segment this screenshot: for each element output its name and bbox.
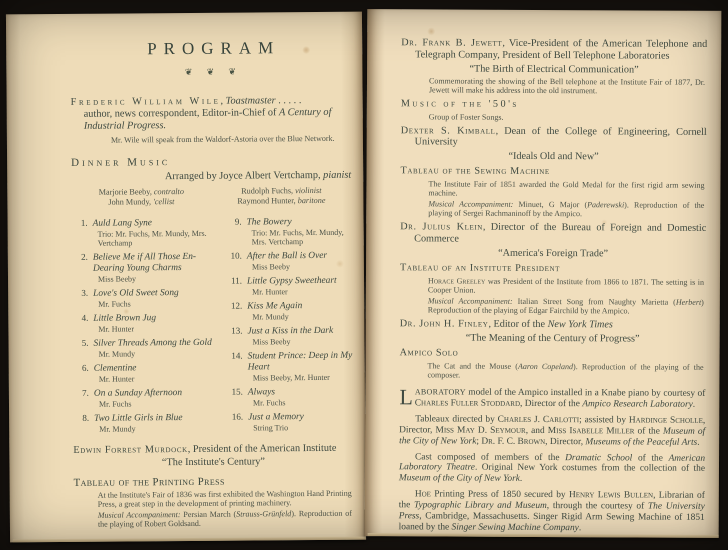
song-item (227, 411, 353, 433)
song-performers: Mr. Hunter (98, 374, 135, 384)
section-address-title: “America's Foreign Trade” (498, 247, 609, 260)
song-performers: Trio: Mr. Fuchs, Mr. Mundy, Mrs. Vertchamp (97, 228, 207, 248)
program-section (400, 222, 706, 260)
song-performers: Trio: Mr. Fuchs, Mr. Mundy, Mrs. Vertchamp (251, 227, 344, 247)
song-number: 13. (231, 325, 243, 336)
program-section (399, 347, 705, 381)
section-note: Horace Greeley was President of the Institute from 1866 to 1871. The setting is in Cooper Union. (427, 276, 704, 295)
song-number: 8. (82, 412, 90, 423)
song-title: Believe Me if All Those En-Dearing Young Charms (92, 252, 197, 274)
song-number: 16. (231, 411, 244, 422)
song-title: Clementine (93, 363, 137, 374)
song-item (226, 275, 352, 297)
toastmaster-entry (71, 95, 351, 146)
song-title: After the Ball is Over (246, 251, 328, 262)
song-title: The Bowery (246, 217, 292, 228)
song-title: Little Gypsy Sweetheart (246, 276, 337, 287)
song-item (73, 362, 225, 384)
toastmaster-note: Mr. Wile will speak from the Waldorf-Astoria over the Blue Network. (110, 133, 335, 145)
program-section (400, 262, 706, 316)
program-section (400, 166, 706, 220)
song-item (226, 250, 352, 272)
song-title: Two Little Girls in Blue (94, 413, 183, 424)
song-title: Love's Old Sweet Song (93, 288, 179, 299)
section-accompaniment-note: Musical Accompaniment: Minuet, G Major (Paderewski). Reproduction of the playing of Sergei Rachmaninoff by the Ampico. (428, 199, 705, 219)
song-item (226, 216, 352, 247)
toastmaster-description: author, news correspondent, Editor-in-Chief of A Century of Industrial Progress. (83, 106, 332, 132)
performer: Marjorie Beeby, contralto (98, 187, 184, 198)
song-performers: Mr. Hunter (252, 287, 288, 297)
section-heading: Music of the '50's (400, 98, 519, 110)
program-section (400, 318, 706, 344)
section-note: The Cat and the Mouse (Aaron Copeland). Reproduction of the playing of the composer. (427, 361, 704, 380)
section-note: The Institute Fair of 1851 awarded the Gold Medal for the first rigid arm sewing machine. (428, 179, 705, 198)
toastmaster-name-line: Frederic William Wile, Toastmaster . . . . . (70, 95, 302, 108)
song-item (72, 251, 224, 284)
song-number: 15. (231, 386, 243, 397)
printing-press-accompaniment-note: Musical Accompaniment: Persian March (Strauss-Grünfeld). Reproduction of the playing of Robert Goldsand. (97, 508, 352, 529)
song-number: 3. (81, 287, 89, 298)
section-address-title: “The Meaning of the Century of Progress” (465, 332, 640, 345)
printing-press-note: At the Institute's Fair of 1836 was first exhibited the Washington Hand Printing Press, a great step in the development of printing machinery. (97, 488, 352, 509)
song-performers: Mr. Hunter (98, 324, 135, 334)
song-title: Auld Lang Syne (92, 218, 152, 229)
program-section (401, 98, 707, 122)
song-number: 7. (82, 387, 89, 398)
song-number: 2. (81, 251, 88, 263)
section-note: Commemorating the showing of the Bell telephone at the Institute Fair of 1877, Dr. Jewett will make his address into the old instrument. (428, 75, 706, 95)
song-number: 9. (234, 216, 242, 227)
song-title: Little Brown Jug (93, 313, 157, 324)
song-performers: Miss Beeby, Mr. Hunter (252, 372, 330, 383)
program-section (401, 125, 707, 163)
song-title: On a Sunday Afternoon (93, 388, 183, 399)
section-heading: Dr. John H. Finley, Editor of the New York Times (399, 318, 613, 331)
song-number: 5. (81, 337, 89, 348)
performers-list (71, 186, 351, 208)
song-performers: Mr. Fuchs (98, 299, 131, 309)
song-item (72, 337, 224, 359)
song-item (72, 287, 224, 309)
song-performers: Miss Beeby (252, 337, 291, 347)
murdock-address-title: “The Institute's Century” (161, 456, 266, 469)
section-heading: Ampico Solo (399, 347, 459, 359)
page-title: PROGRAM (147, 38, 281, 59)
song-number: 14. (231, 350, 243, 361)
performers-column-2 (211, 186, 351, 207)
song-number: 11. (231, 275, 243, 286)
song-performers: Mr. Fuchs (252, 398, 286, 408)
song-number: 1. (80, 217, 88, 228)
song-item (72, 217, 224, 248)
song-title: Student Prince: Deep in My Heart (247, 350, 353, 373)
section-address-title: “The Birth of Electrical Communication” (469, 63, 639, 76)
murdock-name-line: Edwin Forrest Murdock, President of the American Institute (73, 442, 337, 456)
song-title: Just a Memory (248, 412, 304, 423)
song-item (227, 386, 353, 408)
program-left-page (6, 12, 366, 543)
song-number: 4. (81, 312, 89, 323)
song-item (226, 325, 352, 347)
song-number: 10. (230, 250, 242, 261)
section-heading: Tableau of the Sewing Machine (400, 165, 550, 178)
right-page-content (365, 9, 722, 535)
program-right-page (365, 9, 722, 538)
song-number: 12. (230, 300, 243, 311)
song-list (72, 216, 354, 438)
dinner-music-heading: Dinner Music (71, 156, 171, 170)
song-performers: Mr. Fuchs (98, 399, 132, 409)
printing-press-heading: Tableau of the Printing Press (73, 475, 225, 489)
song-performers: Miss Beeby (251, 262, 290, 272)
performer: Rudolph Fuchs, violinist (241, 186, 322, 196)
performer: Raymond Hunter, baritone (237, 196, 326, 206)
section-address-title: “Ideals Old and New” (508, 151, 599, 163)
song-performers: Mr. Mundy (99, 424, 136, 434)
song-performers: Mr. Mundy (98, 349, 136, 359)
credits-paragraph-equipment: Hoe Printing Press of 1850 secured by Henry Lewis Bullen, Librarian of the Typographic Library and Museum, through the courtesy of The University Press, Cambridge, Massachusetts. Singer Rigid Arm Sewing Machine of 1851 loaned by the Singer Sewing Machine Company. (398, 489, 705, 534)
performer: John Mundy, 'cellist (108, 197, 175, 207)
song-list-column-1 (72, 217, 226, 438)
song-performers: String Trio (253, 422, 289, 433)
section-heading: Tableau of an Institute President (399, 262, 561, 275)
song-performers: Mr. Mundy (252, 312, 289, 322)
song-item (73, 412, 225, 434)
song-title: Always (247, 387, 276, 398)
section-accompaniment-note: Musical Accompaniment: Italian Street Song from Naughty Marietta (Herbert) Reproduction of the playing of Edgar Fairchild by the Ampico. (427, 296, 704, 316)
murdock-entry (73, 443, 353, 469)
printing-press-section (74, 475, 354, 530)
program-section (401, 37, 707, 95)
song-item (226, 300, 352, 322)
credits-paragraph-laboratory: LABORATORY model of the Ampico installed in a Knabe piano by courtesy of Charles Fuller Stoddard, Director of the Ampico Research Laboratory. (399, 384, 706, 410)
song-number: 6. (81, 362, 89, 373)
song-list-column-2 (226, 216, 354, 437)
left-page-content (6, 12, 366, 530)
section-heading: Dexter S. Kimball, Dean of the College of Engineering, Cornell University (400, 124, 707, 149)
song-title: Silver Threads Among the Gold (93, 337, 212, 349)
section-heading: Dr. Julius Klein, Director of the Bureau of Foreign and Domestic Commerce (400, 221, 707, 245)
credits-paragraph-tableaux: Tableaux directed by Charles J. Carlotti; assisted by Hardinge Scholle, Director, Miss May D. Seymour, and Miss Isabelle Miller of the Museum of the City of New York; Dr. F. C. Brown, Director, Museums of the Peaceful Arts. (399, 414, 706, 448)
section-note: Group of Foster Songs. (428, 111, 504, 122)
section-heading: Dr. Frank B. Jewett, Vice-President of the American Telephone and Telegraph Company, President of Bell Telephone Laboratories (401, 37, 708, 62)
program-sections (399, 37, 707, 381)
song-title: Kiss Me Again (247, 301, 303, 312)
song-title: Just a Kiss in the Dark (247, 326, 334, 337)
song-performers: Miss Beeby (97, 274, 137, 284)
credits-paragraph-cast: Cast composed of members of the Dramatic School of the American Laboratory Theatre. Original New York costumes from the collection of the Museum of the City of New York. (398, 451, 706, 485)
arranged-by-line: Arranged by Joyce Albert Vertchamp, pianist (164, 170, 352, 183)
performers-column-1 (71, 187, 211, 208)
song-item (73, 387, 225, 409)
song-item (227, 350, 353, 383)
song-item (72, 312, 224, 334)
fleuron-ornament-icon: ❦ ❦ ❦ (184, 66, 236, 78)
